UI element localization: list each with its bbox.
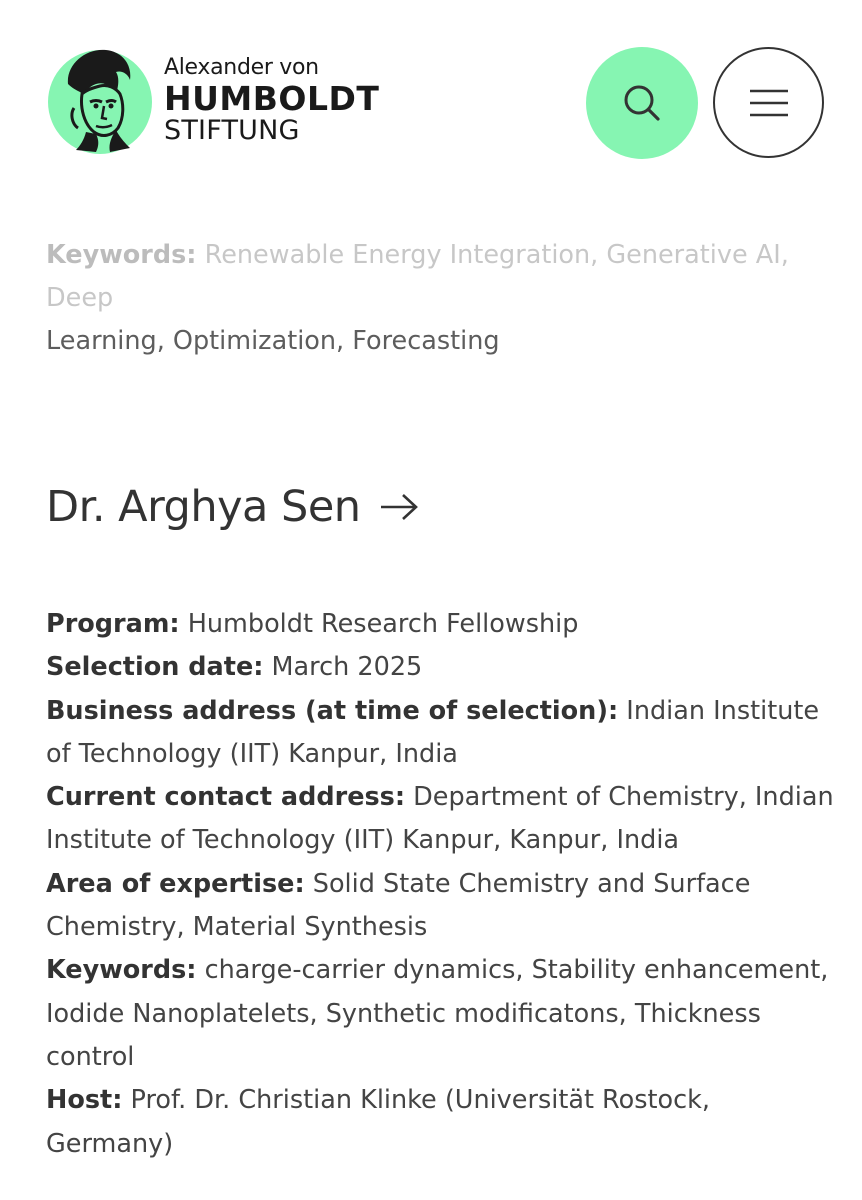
detail-label: Selection date: bbox=[46, 652, 264, 683]
previous-entry-keywords bbox=[46, 234, 826, 363]
detail-value: Solid State Chemistry and Surface Chemistry, Material Synthesis bbox=[46, 868, 751, 943]
humboldt-portrait-icon bbox=[46, 44, 154, 156]
detail-host bbox=[46, 1079, 836, 1166]
detail-value: Indian Institute of Technology (IIT) Kanpur, India bbox=[46, 695, 820, 769]
logo-line-stiftung: STIFTUNG bbox=[164, 114, 300, 146]
previous-keywords-line-2: Learning, Optimization, Forecasting bbox=[46, 326, 500, 356]
arrow-right-icon bbox=[379, 492, 419, 522]
detail-label: Host: bbox=[46, 1085, 123, 1116]
menu-button[interactable] bbox=[713, 47, 824, 158]
logo-line-humboldt: HUMBOLDT bbox=[164, 78, 380, 118]
detail-program bbox=[46, 603, 836, 646]
detail-label: Business address (at time of selection): bbox=[46, 695, 619, 726]
detail-value: Humboldt Research Fellowship bbox=[187, 609, 579, 639]
detail-value: Department of Chemistry, Indian Institute of Technology (IIT) Kanpur, Kanpur, India bbox=[46, 782, 834, 856]
logo-wordmark bbox=[164, 54, 380, 146]
previous-keywords-label: Keywords: bbox=[46, 240, 197, 270]
hamburger-menu-icon bbox=[749, 88, 789, 118]
detail-current-contact-address bbox=[46, 776, 836, 863]
detail-selection-date bbox=[46, 646, 836, 689]
detail-label: Current contact address: bbox=[46, 782, 406, 813]
detail-label: Program: bbox=[46, 609, 180, 639]
detail-value: charge-carrier dynamics, Stability enhancement, Iodide Nanoplatelets, Synthetic modificatons, Thickness control bbox=[46, 955, 829, 1072]
profile-name-link[interactable] bbox=[46, 482, 419, 532]
detail-label: Area of expertise: bbox=[46, 868, 305, 899]
logo-line-alexander-von: Alexander von bbox=[164, 54, 319, 80]
site-header bbox=[0, 0, 862, 200]
profile-details bbox=[46, 603, 836, 1166]
detail-business-address bbox=[46, 690, 836, 777]
detail-area-of-expertise bbox=[46, 863, 836, 950]
humboldt-logo-link[interactable] bbox=[46, 44, 379, 156]
detail-value: March 2025 bbox=[271, 652, 423, 683]
previous-keywords-line-1 bbox=[46, 234, 826, 320]
search-icon bbox=[622, 83, 662, 123]
detail-keywords bbox=[46, 949, 836, 1079]
previous-keywords-text-1: Renewable Energy Integration, Generative AI, Deep bbox=[46, 240, 789, 313]
search-button[interactable] bbox=[586, 47, 698, 159]
detail-label: Keywords: bbox=[46, 955, 197, 986]
detail-value: Prof. Dr. Christian Klinke (Universität Rostock, Germany) bbox=[46, 1085, 710, 1159]
profile-name: Dr. Arghya Sen bbox=[46, 482, 361, 532]
